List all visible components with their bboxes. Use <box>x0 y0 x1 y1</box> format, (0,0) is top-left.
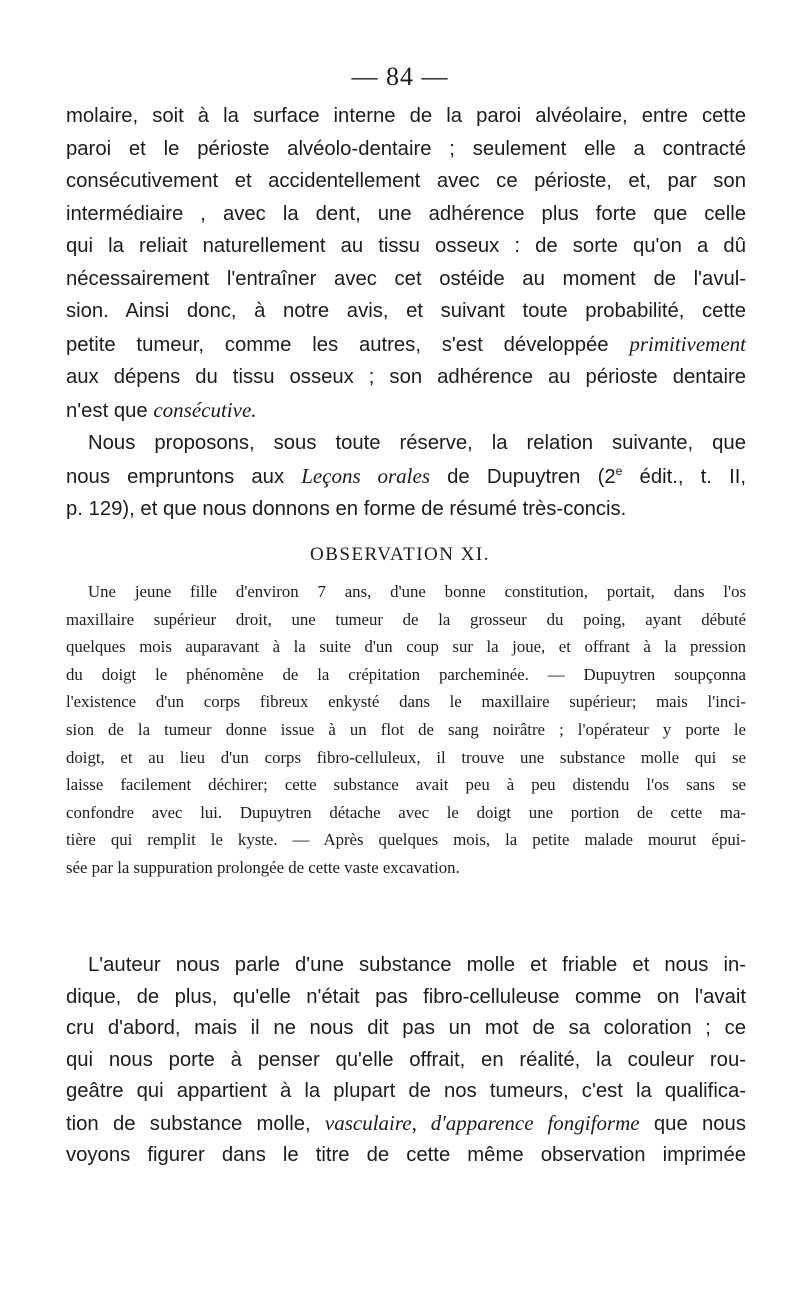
text-line <box>66 394 746 428</box>
text-line: cru d'abord, mais il ne nous dit pas un mot de sa coloration ; ce <box>66 1017 746 1039</box>
text-line: nécessairement l'entraîner avec cet ostéide au moment de l'avul- <box>66 267 746 290</box>
text-segment: de Dupuytren (2 <box>430 465 616 488</box>
text-line: aux dépens du tissu osseux ; son adhérence au périoste dentaire <box>66 366 746 388</box>
page-number: — 84 — <box>351 62 449 91</box>
text-segment: nous empruntons aux <box>66 465 302 488</box>
text-line: l'existence d'un corps fibreux enkysté dans le maxillaire supérieur; mais l'inci- <box>66 692 746 712</box>
text-line: maxillaire supérieur droit, une tumeur de la grosseur du poing, ayant débuté <box>66 609 746 629</box>
text-line <box>66 328 746 362</box>
text-line: qui la reliait naturellement au tissu osseux : de sorte qu'on a dû <box>66 235 746 257</box>
italic-term: vasculaire, d'apparence fongiforme <box>324 1110 640 1135</box>
text-segment: n'est que <box>66 399 154 422</box>
text-line: consécutivement et accidentellement avec ce périoste, et, par son <box>66 170 746 192</box>
text-segment: édit., t. II, <box>622 465 746 488</box>
text-line: dique, de plus, qu'elle n'était pas fibro-celluleuse comme on l'avait <box>66 985 746 1008</box>
paragraph-3 <box>66 950 746 1172</box>
paragraph-1 <box>66 100 746 526</box>
text-line: L'auteur nous parle d'une substance molle et friable et nous in- <box>88 954 746 976</box>
text-line <box>66 460 746 494</box>
text-line: p. 129), et que nous donnons en forme de résumé très-concis. <box>66 498 627 520</box>
text-line: quelques mois auparavant à la suite d'un coup sur la joue, et offrant à la pression <box>66 637 746 657</box>
italic-term: consécutive. <box>153 397 257 422</box>
text-line: Nous proposons, sous toute réserve, la relation suivante, que <box>88 432 746 454</box>
text-line: geâtre qui appartient à la plupart de nos tumeurs, c'est la qualifica- <box>66 1080 746 1102</box>
text-line: intermédiaire , avec la dent, une adhérence plus forte que celle <box>66 202 746 225</box>
text-line: sée par la suppuration prolongée de cette vaste excavation. <box>66 857 460 877</box>
text-line: confondre avec lui. Dupuytren détache avec le doigt une portion de cette ma- <box>66 802 746 822</box>
text-line: tière qui remplit le kyste. — Après quelques mois, la petite malade mourut épui- <box>66 830 746 850</box>
text-line: sion de la tumeur donne issue à un flot de sang noirâtre ; l'opérateur y porte le <box>66 719 746 739</box>
text-line: du doigt le phénomène de la crépitation parcheminée. — Dupuytren soupçonna <box>66 664 746 684</box>
italic-term: primitivement <box>629 331 746 356</box>
text-line: molaire, soit à la surface interne de la paroi alvéolaire, entre cette <box>66 105 746 127</box>
text-segment: tion de substance molle, <box>66 1112 325 1135</box>
text-line: paroi et le périoste alvéolo-dentaire ; seulement elle a contracté <box>66 137 746 160</box>
text-line: doigt, et au lieu d'un corps fibro-celluleux, il trouve une substance molle qui se <box>66 747 746 767</box>
text-line <box>66 1108 746 1141</box>
text-line: sion. Ainsi donc, à notre avis, et suivant toute probabilité, cette <box>66 300 746 322</box>
italic-title: Leçons orales <box>301 463 430 488</box>
text-segment: que nous <box>639 1112 746 1135</box>
text-segment: petite tumeur, comme les autres, s'est développée <box>66 333 630 356</box>
superscript: e <box>615 463 623 478</box>
observation-heading: OBSERVATION XI. <box>309 544 491 565</box>
text-line: Une jeune fille d'environ 7 ans, d'une bonne constitution, portait, dans l'os <box>88 582 746 601</box>
text-line: voyons figurer dans le titre de cette même observation imprimée <box>66 1144 746 1166</box>
text-line: laisse facilement déchirer; cette substance avait peu à peu distendu l'os sans se <box>66 775 746 795</box>
text-line: qui nous porte à penser qu'elle offrait, en réalité, la couleur rou- <box>66 1048 746 1071</box>
observation-body <box>66 578 746 882</box>
